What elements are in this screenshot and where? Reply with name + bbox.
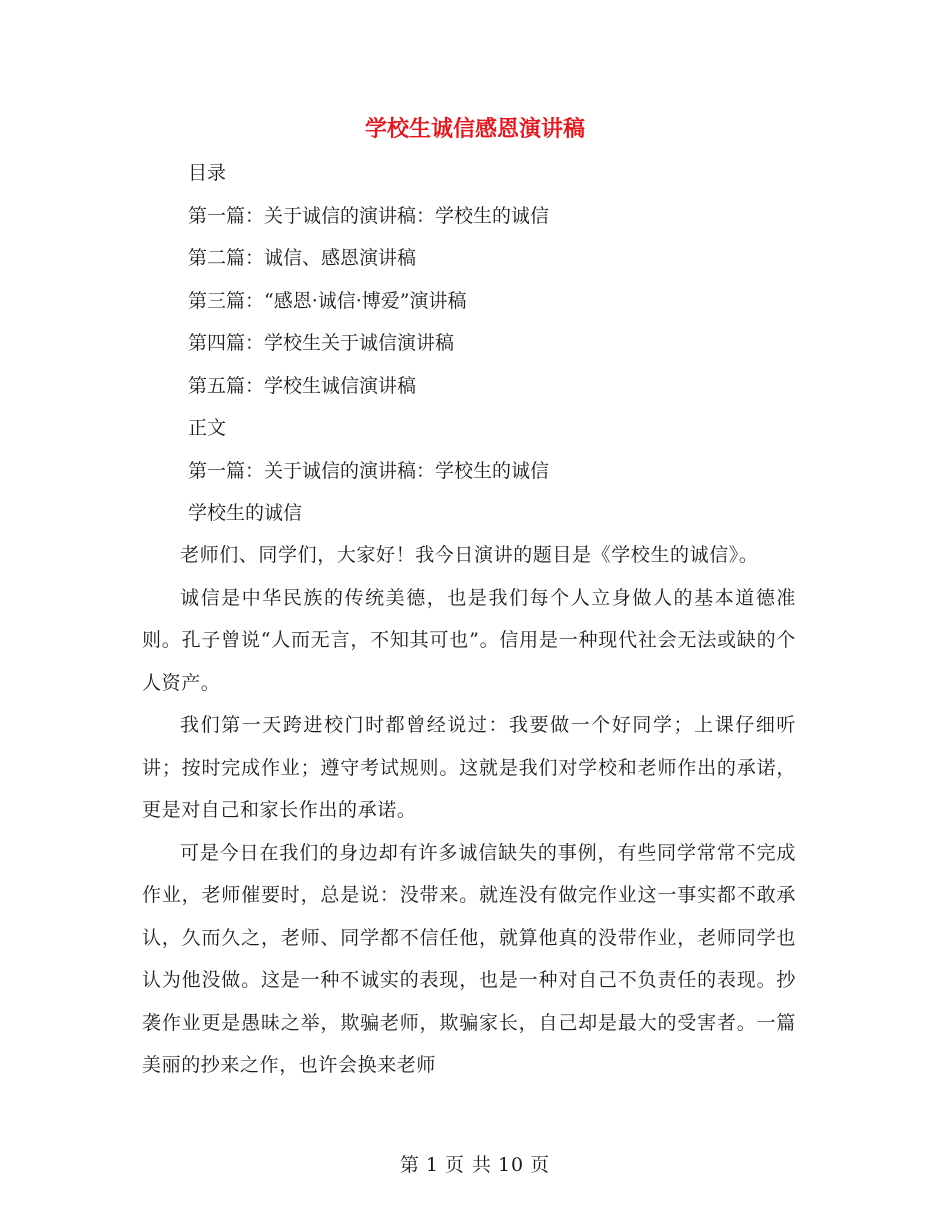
paragraph: 我们第一天跨进校门时都曾经说过：我要做一个好同学；上课仔细听讲；按时完成作业；遵守考试规则。这就是我们对学校和老师作出的承诺，更是对自己和家长作出的承诺。 [142, 714, 796, 821]
section-subtitle: 学校生的诚信 [188, 502, 303, 524]
toc-item: 第二篇：诚信、感恩演讲稿 [188, 247, 417, 269]
page-total: 10 [497, 1154, 525, 1176]
toc-item: 第一篇：关于诚信的演讲稿：学校生的诚信 [188, 204, 550, 227]
toc-item: 第三篇：“感恩·诚信·博爱”演讲稿 [188, 289, 467, 312]
paragraph: 诚信是中华民族的传统美德，也是我们每个人立身做人的基本道德准则。孔子曾说“人而无言，不知其可也”。信用是一种现代社会无法或缺的个人资产。 [142, 586, 796, 694]
footer-suffix: 页 [530, 1154, 551, 1176]
paragraph: 可是今日在我们的身边却有许多诚信缺失的事例，有些同学常常不完成作业，老师催要时，总是说：没带来。就连没有做完作业这一事实都不敢承认，久而久之，老师、同学都不信任他，就算他真的没带作业，老师同学也认为他没做。这是一种不诚实的表现，也是一种对自己不负责任的表现。抄袭作业更是愚昧之举，欺骗老师，欺骗家长，自己却是最大的受害者。一篇美丽的抄来之作，也许会换来老师 [142, 841, 796, 1076]
page-current: 1 [425, 1154, 439, 1176]
paragraph: 老师们、同学们，大家好！我今日演讲的题目是《学校生的诚信》。 [180, 544, 759, 566]
toc-heading: 目录 [188, 162, 227, 184]
footer-prefix: 第 [399, 1154, 420, 1176]
page-footer [0, 1150, 950, 1177]
body-heading: 正文 [188, 417, 227, 439]
footer-mid: 页 共 [444, 1154, 492, 1176]
document-title: 学校生诚信感恩演讲稿 [364, 116, 585, 142]
toc-item: 第五篇：学校生诚信演讲稿 [188, 374, 417, 397]
section-title: 第一篇：关于诚信的演讲稿：学校生的诚信 [188, 459, 550, 482]
toc-item: 第四篇：学校生关于诚信演讲稿 [188, 332, 455, 354]
body-text [142, 534, 796, 1087]
table-of-contents [188, 152, 848, 535]
